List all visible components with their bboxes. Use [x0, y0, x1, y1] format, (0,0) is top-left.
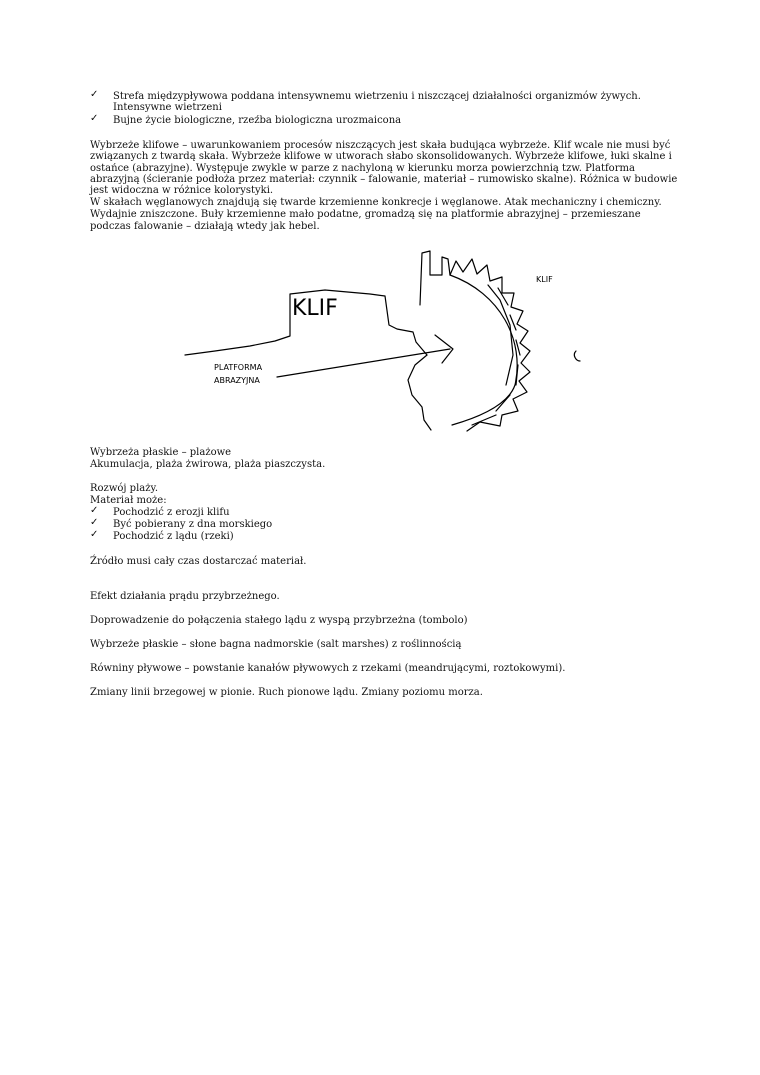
- list-item: Pochodzić z lądu (rzeki): [113, 531, 234, 542]
- paragraph-line: Rozwój plaży.: [90, 483, 159, 494]
- cliff-sketch: [180, 245, 590, 435]
- paragraph-line: Wybrzeże płaskie – słone bagna nadmorskie (salt marshes) z roślinnością: [90, 639, 462, 650]
- paragraph-line: Efekt działania prądu przybrzeżnego.: [90, 591, 280, 602]
- sketch-label-klif-large: KLIF: [292, 296, 338, 321]
- paragraph-line: Wybrzeże klifowe – uwarunkowaniem procesów niszczących jest skała budująca wybrzeże. Klif wcale nie musi być: [90, 140, 671, 151]
- cliff-top-blocks: [420, 251, 450, 305]
- cliff-front-line: [408, 355, 431, 430]
- list-item: Pochodzić z erozji klifu: [113, 507, 230, 518]
- paragraph-line: ostańce (abrazyjne). Występuje zwykle w parze z nachyloną w kierunku morza powierzchnią tzw. Platforma: [90, 163, 635, 174]
- arrow-line: [277, 349, 450, 377]
- paragraph-line: Wydajnie zniszczone. Buły krzemienne mało podatne, gromadzą się na platformie abrazyjnej – przemieszane: [90, 209, 641, 220]
- checkmark-icon: ✓: [90, 505, 99, 516]
- bullet-text: Bujne życie biologiczne, rzeźba biologiczna urozmaicona: [113, 115, 402, 126]
- paragraph-line: W skałach węglanowych znajdują się twarde krzemienne konkrecje i węglanowe. Atak mechaniczny i chemiczny.: [90, 197, 662, 208]
- paragraph-line: Źródło musi cały czas dostarczać materiał.: [90, 556, 307, 567]
- checkmark-icon: ✓: [90, 529, 99, 540]
- paragraph-line: podczas falowanie – działają wtedy jak hebel.: [90, 221, 320, 232]
- checkmark-icon: ✓: [90, 89, 99, 100]
- section-heading: Wybrzeża płaskie – plażowe: [90, 447, 232, 458]
- paragraph-line: związanych z twardą skała. Wybrzeże klifowe w utworach słabo skonsolidowanych. Wybrzeże klifowe, łuki skalne i: [90, 151, 672, 162]
- paragraph-line: Doprowadzenie do połączenia stałego lądu z wyspą przybrzeżna (tombolo): [90, 615, 468, 626]
- bullet-continuation: Intensywne wietrzeni: [113, 102, 222, 113]
- paragraph-line: jest widoczna w różnice kolorystyki.: [90, 185, 274, 196]
- sketch-label-abrazyjna: ABRAZYJNA: [214, 376, 260, 385]
- cliff-serrated-edge: [450, 259, 530, 431]
- checkmark-icon: ✓: [90, 113, 99, 124]
- paragraph-line: Zmiany linii brzegowej w pionie. Ruch pionowe lądu. Zmiany poziomu morza.: [90, 687, 483, 698]
- paragraph-line: Akumulacja, plaża żwirowa, plaża piaszczysta.: [90, 459, 326, 470]
- paragraph-line: Materiał może:: [90, 495, 167, 506]
- cliff-outer-arc: [450, 275, 517, 425]
- sketch-label-platform: PLATFORMA: [214, 363, 263, 372]
- paragraph-line: abrazyjną (ścieranie podłoża przez materiał: czynnik – falowanie, materiał – rumowisko skalne). Różnica w budowie: [90, 174, 678, 185]
- checkmark-icon: ✓: [90, 517, 99, 528]
- small-mark: [574, 351, 580, 361]
- list-item: Być pobierany z dna morskiego: [113, 519, 273, 530]
- sketch-label-klif-small: KLIF: [536, 275, 553, 284]
- bullet-text: Strefa międzypływowa poddana intensywnemu wietrzeniu i niszczącej działalności organizmów żywych.: [113, 91, 641, 102]
- paragraph-line: Równiny pływowe – powstanie kanałów pływowych z rzekami (meandrującymi, roztokowymi).: [90, 663, 566, 674]
